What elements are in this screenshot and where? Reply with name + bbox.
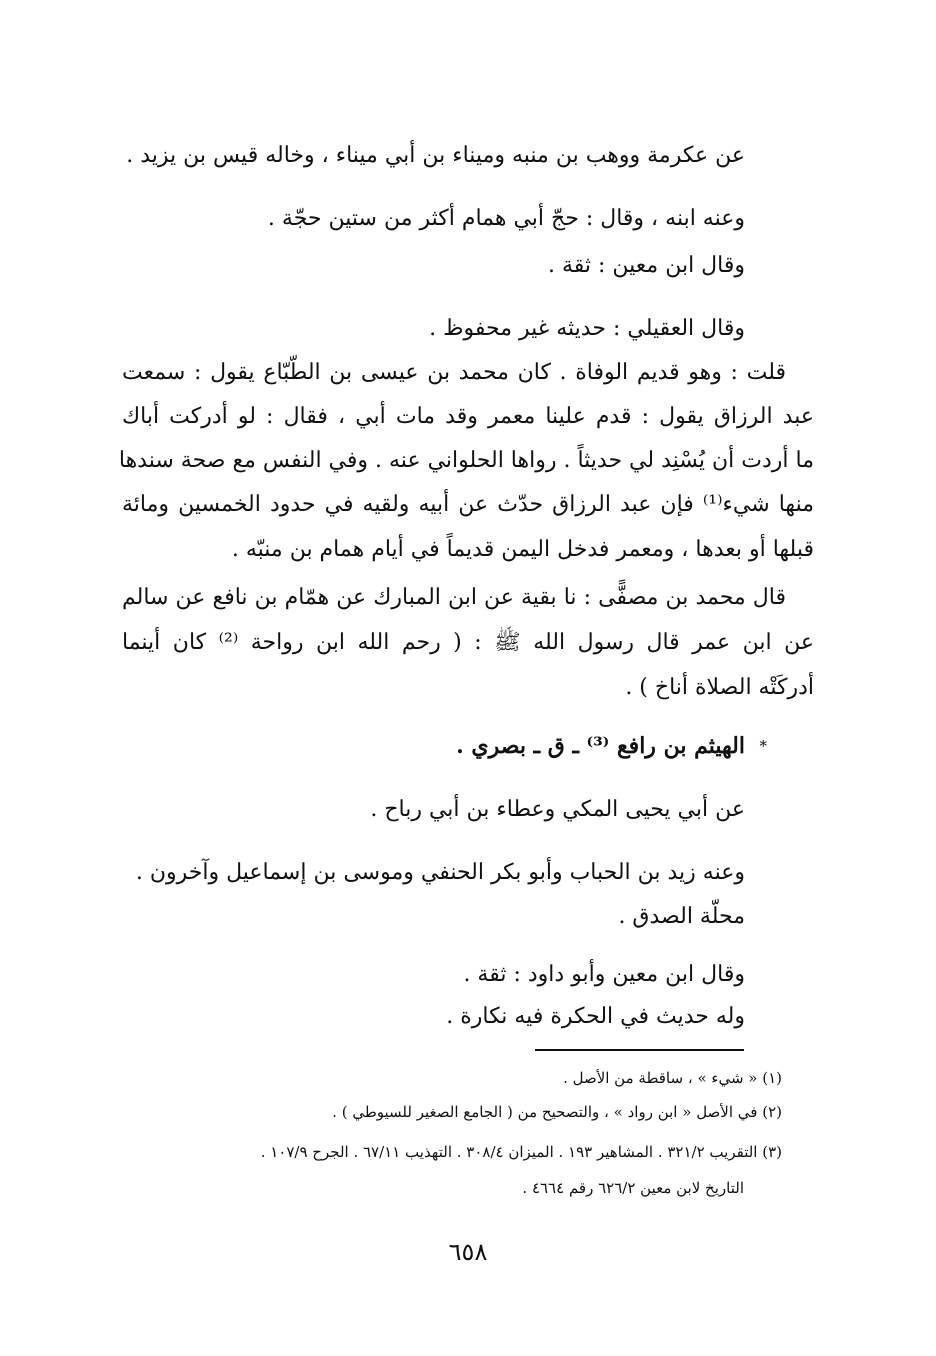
page-number: ٦٥٨ [448,1238,488,1266]
footnote: التاريخ لابن معين ٦٢٦/٢ رقم ٤٦٦٤ . [522,1179,744,1197]
entry-marker: * [759,737,767,755]
text-line: وله حديث في الحكرة فيه نكارة . [446,1004,745,1029]
footnote: (٣) التقريب ٣٢١/٢ . المشاهير ١٩٣ . الميزان ٣٠٨/٤ . التهذيب ٦٧/١١ . الجرح ١٠٧/٩ . [260,1143,782,1161]
entry-heading: الهيثم بن رافع ⁽³⁾ ـ ق ـ بصري . [456,733,745,759]
text-line: أدركَتْه الصلاة أناخ ) . [625,675,814,700]
text-line: وعنه زيد بن الحباب وأبو بكر الحنفي وموسى بن إسماعيل وآخرون . [135,860,745,885]
text-line: قلت : وهو قديم الوفاة . كان محمد بن عيسى بن الطّبّاع يقول : سمعت [122,360,786,385]
footnote: (١) « شيء » ، ساقطة من الأصل . [563,1069,782,1087]
text-line: وقال ابن معين : ثقة . [547,253,745,278]
text-line: عن ابن عمر قال رسول الله ﷺ : ( رحم الله ابن رواحة ⁽²⁾ كان أينما [122,630,814,655]
footnote: (٢) في الأصل « ابن رواد » ، والتصحيح من ( الجامع الصغير للسيوطي ) . [332,1103,782,1121]
text-line: وعنه ابنه ، وقال : حجّ أبي همام أكثر من ستين حجّة . [267,206,745,231]
text-line: قال محمد بن مصفًّى : نا بقية عن ابن المبارك عن همّام بن نافع عن سالم [122,585,786,610]
text-line: ما أردت أن يُسْنِد لي حديثاً . رواها الحلواني عنه . وفي النفس مع صحة سندها [118,448,814,473]
text-line: عبد الرزاق يقول : قدم علينا معمر وقد مات أبي ، فقال : لو أدركت أباك [122,404,814,429]
text-line: عن عكرمة ووهب بن منبه وميناء بن أبي ميناء ، وخاله قيس بن يزيد . [126,143,745,168]
text-line: وقال العقيلي : حديثه غير محفوظ . [429,316,745,341]
text-line: منها شيء⁽¹⁾ فإن عبد الرزاق حدّث عن أبيه ولقيه في حدود الخمسين ومائة [122,492,814,517]
footnote-separator [535,1049,744,1051]
text-line: وقال ابن معين وأبو داود : ثقة . [463,962,745,987]
text-line: محلّة الصدق . [618,904,745,929]
text-line: عن أبي يحيى المكي وعطاء بن أبي رباح . [370,797,745,822]
text-line: قبلها أو بعدها ، ومعمر فدخل اليمن قديماً في أيام همام بن منبّه . [231,537,814,562]
